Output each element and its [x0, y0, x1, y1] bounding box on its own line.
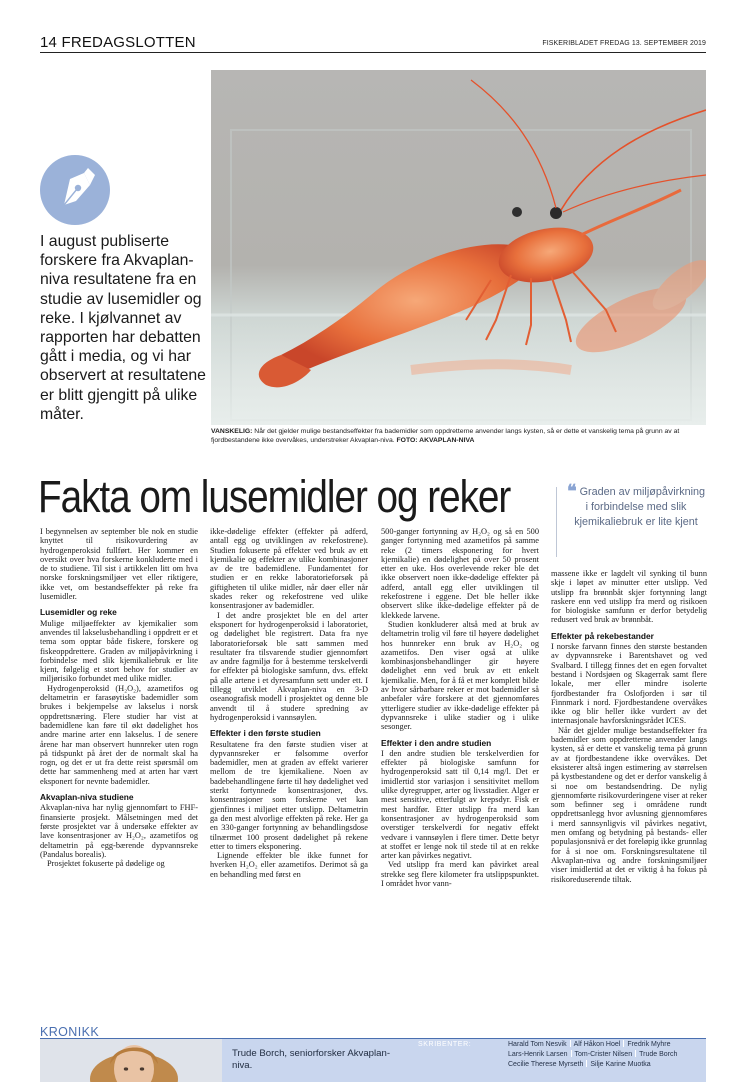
quote-mark-icon: ❝: [566, 481, 577, 502]
pullquote-text: Graden av miljøpåvirkning i forbindelse med slik kjemikaliebruk er lite kjent: [574, 486, 706, 528]
writer-name: Harald Tom Nesvik: [508, 1041, 567, 1048]
writer-name: Tom-Crister Nilsen: [574, 1050, 633, 1058]
header-rule: [40, 52, 706, 53]
caption-text: Når det gjelder mulige bestandseffekter fra bademidler som oppdretterne anvender langs kysten, så er dette et vanskelig tema på grunn av at fjordbestandene ikke overvåkes, understreker Akvaplan-niva.: [211, 428, 680, 444]
caption-label: VANSKELIG:: [211, 428, 253, 435]
paragraph: massene ikke er lagdelt vil synking til bunn skje i løpet av minutter etter utslipp. Ved utslipp fra brønnbåt skjer fortynning langt raskere enn ved utslipp fra merd og risikoen for biologiske samfunn er derfor betydelig redusert ved bruk av brønnbåt.: [551, 569, 707, 625]
divider: [623, 1040, 624, 1047]
article-column-4: [551, 569, 707, 884]
writers-label: SKRIBENTER:: [418, 1041, 472, 1048]
paragraph: Hydrogenperoksid (H₂O₂), azametifos og deltametrin er farasøytiske bademidler som brukes i bekjempelse av lakselus i norsk oppdrettsnæring. Flere studier har vist at bademidlene kan føre til økt dødelighet hos andre marine arter enn lakselus. I de senere årene har man observert hunnreker uten rogn på tidspunkt på året der de normalt skal ha rogn, og det er ut fra dette reist spørsmål om dette har sammenheng med at arten har vært eksponert for nevnte bademidler.: [40, 683, 198, 786]
page-section-title: 14 FREDAGSLOTTEN: [40, 34, 196, 51]
paragraph: Ved utslipp fra merd kan påvirket areal strekke seg flere kilometer fra utslippspunktet. I området hvor vann-: [381, 860, 539, 888]
caption-credit: FOTO: AKVAPLAN-NIVA: [394, 436, 475, 444]
divider: [571, 1050, 572, 1057]
pen-nib-icon: [40, 155, 110, 225]
writer-name: Trude Borch: [639, 1050, 678, 1058]
writer-name: Fredrik Myhre: [627, 1041, 671, 1048]
paragraph: Mulige miljøeffekter av kjemikalier som anvendes til lakselusbehandling i oppdrett er et tema som opptar både fiskere, forskere og fiskeoppdrettere. Graden av miljøpåvirkning i forbindelse med slik kjemikaliebruk er lite kjent, følgelig et stort behov for studier av miljørisiko forbundet med ulike midler.: [40, 618, 198, 684]
writers-list: [508, 1040, 704, 1069]
paragraph: ikke-dødelige effekter (effekter på adferd, antall egg og utviklingen av rekefostrene). Studien fokuserte på effekter ved bruk av ett kjemikalie og effekter av ulike kombinasjoner av de tre bademidlene. Fundamentet for studien er en rekke laboratorieforsøk på giftigheten til ulike midler, når døer eller når skades reker og rekefostrene ved ulike konsentrasjoner av bademidler.: [210, 527, 368, 611]
writer-name: Alf Håkon Hoel: [573, 1041, 621, 1048]
writer-name: Cecilie Therese Myrseth: [508, 1060, 584, 1068]
author-portrait: [40, 1039, 222, 1082]
paragraph: Når det gjelder mulige bestandseffekter fra bademidler som oppdretterne anvender langs kysten, så er dette et vanskelig tema på grunn av at fjordbestandene ikke overvåkes. Det eksisterer altså ingen estimering av størrelsen på kystbestandene og det er derfor vanskelig å si noe om bestandsendring. De nylig gjennomførte risikovurderingene viser at reker som befinner seg i områdene rundt oppdrettsanlegg hvor avlusning gjennomføres i merd sannsynligvis vil påvirkes negativt, men omfang og betydning på bestands- eller populasjonsnivå er det foreløpig ikke grunnlag for å si noe om. Forskningsresultatene til Akvaplan-niva og andre forskningsmiljøer viser imidlertid at det er viktig å ha fokus på risikoreduserende tiltak.: [551, 725, 707, 884]
shrimp-photo: [211, 70, 706, 425]
paragraph: Akvaplan-niva har nylig gjennomført to FHF-finansierte prosjekt. Målsetningen med det første prosjektet var å undersøke effekter av lave konsentrasjoner av H₂O₂, azametifos og deltametrin på egg-bærende dypvannsreke (Pandalus borealis).: [40, 803, 198, 859]
paragraph: Prosjektet fokuserte på dødelige og: [47, 859, 165, 869]
writer-name: Lars-Henrik Larsen: [508, 1050, 568, 1058]
pullquote: [566, 481, 706, 530]
publication-date: FISKERIBLADET FREDAG 13. SEPTEMBER 2019: [542, 40, 706, 47]
subheading: Effekter på rekebestander: [551, 630, 654, 641]
pen-nib-graphic: [40, 155, 110, 225]
subheading: Lusemidler og reke: [40, 607, 117, 618]
subheading: Effekter i den andre studien: [381, 737, 492, 748]
paragraph: Studien konkluderer altså med at bruk av deltametrin trolig vil føre til høyere dødelighet hos hunnreker enn bruk av H₂O₂ og azametifos. Den viser også at ulike kombinasjonsbehandlinger gir høyere dødelighet enn ved bruk av ett enkelt kjemikalie. Men, for å få et mer komplett bilde av hvor sårbarbare reker er mot bademidler så anbefaler våre forskere at det gjennomføres ytterligere studier av ikke-dødelige effekter på dypvannsreke i ulike stadier og i ulike sesonger.: [381, 619, 539, 732]
photo-caption: [211, 428, 706, 445]
kronikk-label: KRONIKK: [40, 1025, 100, 1039]
divider: [570, 1040, 571, 1047]
subheading: Akvaplan-niva studiene: [40, 792, 134, 803]
pullquote-rule: [556, 487, 557, 557]
paragraph: Lignende effekter ble ikke funnet for hverken H₂O₂ eller azametifos. Derimot så ga en behandling med først en: [210, 851, 368, 879]
portrait-graphic: [40, 1039, 222, 1082]
paragraph: I norske farvann finnes den største bestanden av dypvannsreke i Barentshavet og ved Svalbard. I tillegg finnes det en egen forvaltet bestand i Nordsjøen og Skagerrak samt flere lokale, mer eller mindre isolerte fjordbestander fra Oslofjorden i sør til Finnmark i nord. Fjordbestandene overvåkes ikke og blir heller ikke vurdert av det internasjonale havforskningsrådet ICES.: [551, 642, 707, 726]
shrimp-illustration: [211, 70, 706, 425]
article-column-2: [210, 527, 368, 879]
paragraph: 500-ganger fortynning av H₂O₂ og så en 500 ganger fortynning med azametifos på samme reke (2 timers eksponering for hvert kjemikalie) en dødelighet på over 50 prosent etter en uke. Hos overlevende reker ble det ikke observert noen ikke-dødelige effekter på adferd, antall egg eller utviklingen til rekefostrene i eggene. Det ble heller ikke observert slike ikke-dødelige effekter på de klekkede larvene.: [381, 527, 539, 620]
writer-name: Silje Karine Muotka: [590, 1060, 651, 1068]
subheading: Effekter i den første studien: [210, 728, 321, 739]
paragraph: Resultatene fra den første studien viser at dypvannsreker er følsomme overfor bademidler, men at graden av effekt varierer mellom de tre kjemikaliene. Noen av badebehandlingene førte til høy dødelighet ved sterkt fortynnede konsentrasjoner, dvs. konsentrasjoner som forskerne vet kan gjenfinnes i miljøet etter utslipp. Deltametrin ga den mest alvorlige effekten på reke. Her ga en 330-ganger fortynning av behandlingsdose tilnærmet 100 prosent dødelighet på rekene etter to timers eksponering.: [210, 739, 368, 851]
lead-paragraph: I august publiserte forskere fra Akvaplan-niva resultatene fra en studie av lusemidler og reke. I kjølvannet av rapporten har debatten gått i media, og vi har observert at resultatene er blitt gjengitt på ulike måter.: [40, 233, 206, 423]
paragraph: I det andre prosjektet ble en del arter eksponert for hydrogenperoksid i laboratoriet, og dødelighet ble registrert. Data fra nye laboratorieforsøk ble satt sammen med resultater fra tilsvarende studier gjennomført av andre fagmiljø for å bestemme terskelverdi for effekter på biologiske samfunn, dvs. effekt på alle artene i et dyresamfunn sett under ett. I tillegg utviklet Akvaplan-niva en 3-D oseanografisk modell i prosjektet og denne ble anvendt til å studere spredning av hydrogenperoksid i vannsøylen.: [210, 610, 368, 722]
paragraph: I begynnelsen av september ble nok en studie knyttet til risikovurdering av hydrogenperoksid fullført. Her kommer en oversikt over hva forskerne konkluderte med i de to studiene. Til sist i artikkelen litt om hva norske forskningsmiljøer vet eller riktigere, ikke vet, om bestandseffekter på reke fra lusemidler.: [40, 527, 198, 602]
article-column-1: [40, 527, 198, 868]
paragraph: I den andre studien ble terskelverdien for effekter på biologiske samfunn for hydrogenperoksid satt til 0,14 mg/l. Det er imidlertid stor variasjon i sensitivitet mellom ulike dyregrupper, arter og livsstadier. Alger er mest sensitive, etterfulgt av krepsdyr. Fisk er mest hardfør. Etter utslipp fra merd kan konsentrasjoner av hydrogenperoksid som overstiger terskelverdi for negativ effekt vedvare i vannsøylen i flere timer. Dette betyr at stoffet er lenge nok til stede til at en rekke arter kan påvirkes negativt.: [381, 748, 539, 861]
article-headline: Fakta om lusemidler og reker: [38, 471, 511, 522]
author-byline: Trude Borch, seniorforsker Akvaplan-niva.: [232, 1048, 391, 1071]
divider: [635, 1050, 636, 1057]
article-column-3: [381, 527, 539, 888]
divider: [586, 1060, 587, 1067]
